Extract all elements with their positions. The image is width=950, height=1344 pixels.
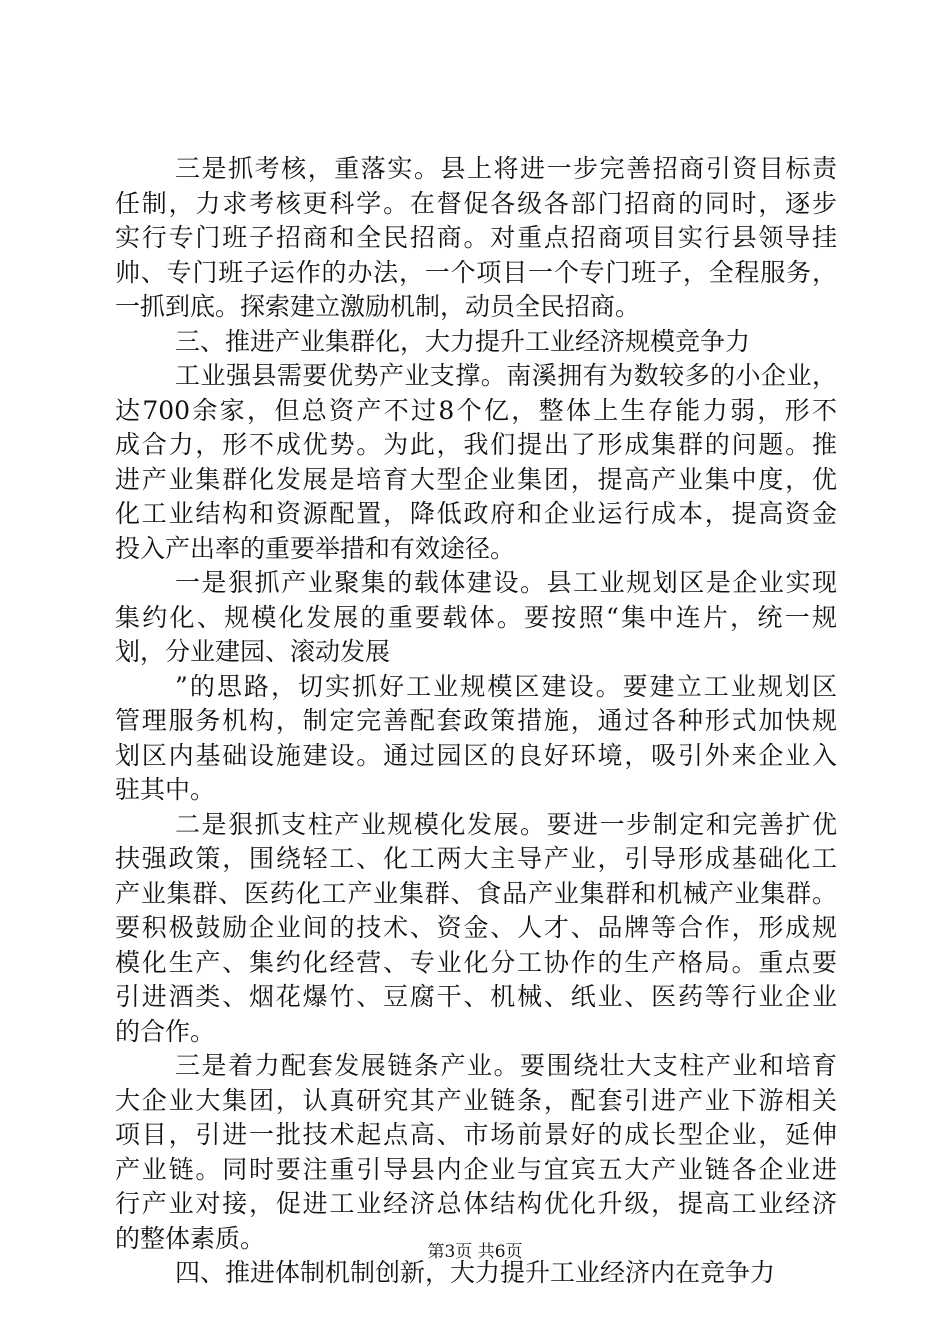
text-line: 一是狠抓产业聚集的载体建设。县工业规划区是企业实现	[175, 568, 837, 597]
text-line: 实行专门班子招商和全民招商。对重点招商项目实行县领导挂	[115, 223, 837, 252]
text-line: 模化生产、集约化经营、专业化分工协作的生产格局。重点要	[115, 947, 837, 977]
document-body	[115, 152, 837, 1291]
text-line: 帅、专门班子运作的办法，一个项目一个专门班子，全程服务，	[115, 257, 837, 287]
text-line: 扶强政策，围绕轻工、化工两大主导产业，引导形成基础化工	[115, 844, 837, 873]
text-line: 进产业集群化发展是培育大型企业集团，提高产业集中度，优	[115, 464, 837, 494]
text-line: 二是狠抓支柱产业规模化发展。要进一步制定和完善扩优	[175, 809, 837, 839]
text-line: 引进酒类、烟花爆竹、豆腐干、机械、纸业、医药等行业企业	[115, 982, 837, 1011]
text-line: 投入产出率的重要举措和有效途径。	[115, 533, 516, 563]
text-line: 产业链。同时要注重引导县内企业与宜宾五大产业链各企业进	[115, 1154, 837, 1184]
text-line: 项目，引进一批技术起点高、市场前景好的成长型企业，延伸	[115, 1120, 837, 1149]
text-line: 行产业对接，促进工业经济总体结构优化升级，提高工业经济	[115, 1189, 837, 1218]
text-line: 工业强县需要优势产业支撑。南溪拥有为数较多的小企业，	[175, 361, 837, 390]
text-line: 要积极鼓励企业间的技术、资金、人才、品牌等合作，形成规	[115, 913, 837, 942]
text-line: 的整体素质。	[115, 1223, 266, 1253]
text-line: 产业集群、医药化工产业集群、食品产业集群和机械产业集群。	[115, 878, 837, 908]
text-line: 驻其中。	[115, 775, 216, 804]
text-line: 三是抓考核，重落实。县上将进一步完善招商引资目标责	[175, 154, 837, 183]
text-line: 管理服务机构，制定完善配套政策措施，通过各种形式加快规	[115, 706, 837, 735]
text-line: 划，分业建园、滚动发展	[115, 637, 391, 666]
page-footer	[0, 1240, 950, 1264]
text-line: 成合力，形不成优势。为此，我们提出了形成集群的问题。推	[115, 430, 837, 459]
page-number: 第3页 共6页	[427, 1242, 523, 1262]
text-line: 集约化、规模化发展的重要载体。要按照“集中连片，统一规	[115, 602, 837, 632]
text-line: 任制，力求考核更科学。在督促各级各部门招商的同时，逐步	[115, 188, 837, 218]
text-line: 一抓到底。探索建立激励机制，动员全民招商。	[115, 292, 641, 321]
text-line: 达700余家，但总资产不过8个亿，整体上生存能力弱，形不	[115, 395, 837, 425]
text-line: 化工业结构和资源配置，降低政府和企业运行成本，提高资金	[115, 499, 837, 528]
text-line: ”的思路，切实抓好工业规模区建设。要建立工业规划区	[175, 671, 837, 701]
text-line: 四、推进体制机制创新，大力提升工业经济内在竞争力	[175, 1258, 776, 1287]
text-line: 三是着力配套发展链条产业。要围绕壮大支柱产业和培育	[175, 1051, 837, 1080]
text-line: 的合作。	[115, 1016, 216, 1046]
text-line: 三、推进产业集群化，大力提升工业经济规模竞争力	[175, 326, 751, 356]
text-line: 大企业大集团，认真研究其产业链条，配套引进产业下游相关	[115, 1085, 837, 1115]
text-line: 划区内基础设施建设。通过园区的良好环境，吸引外来企业入	[115, 740, 837, 770]
